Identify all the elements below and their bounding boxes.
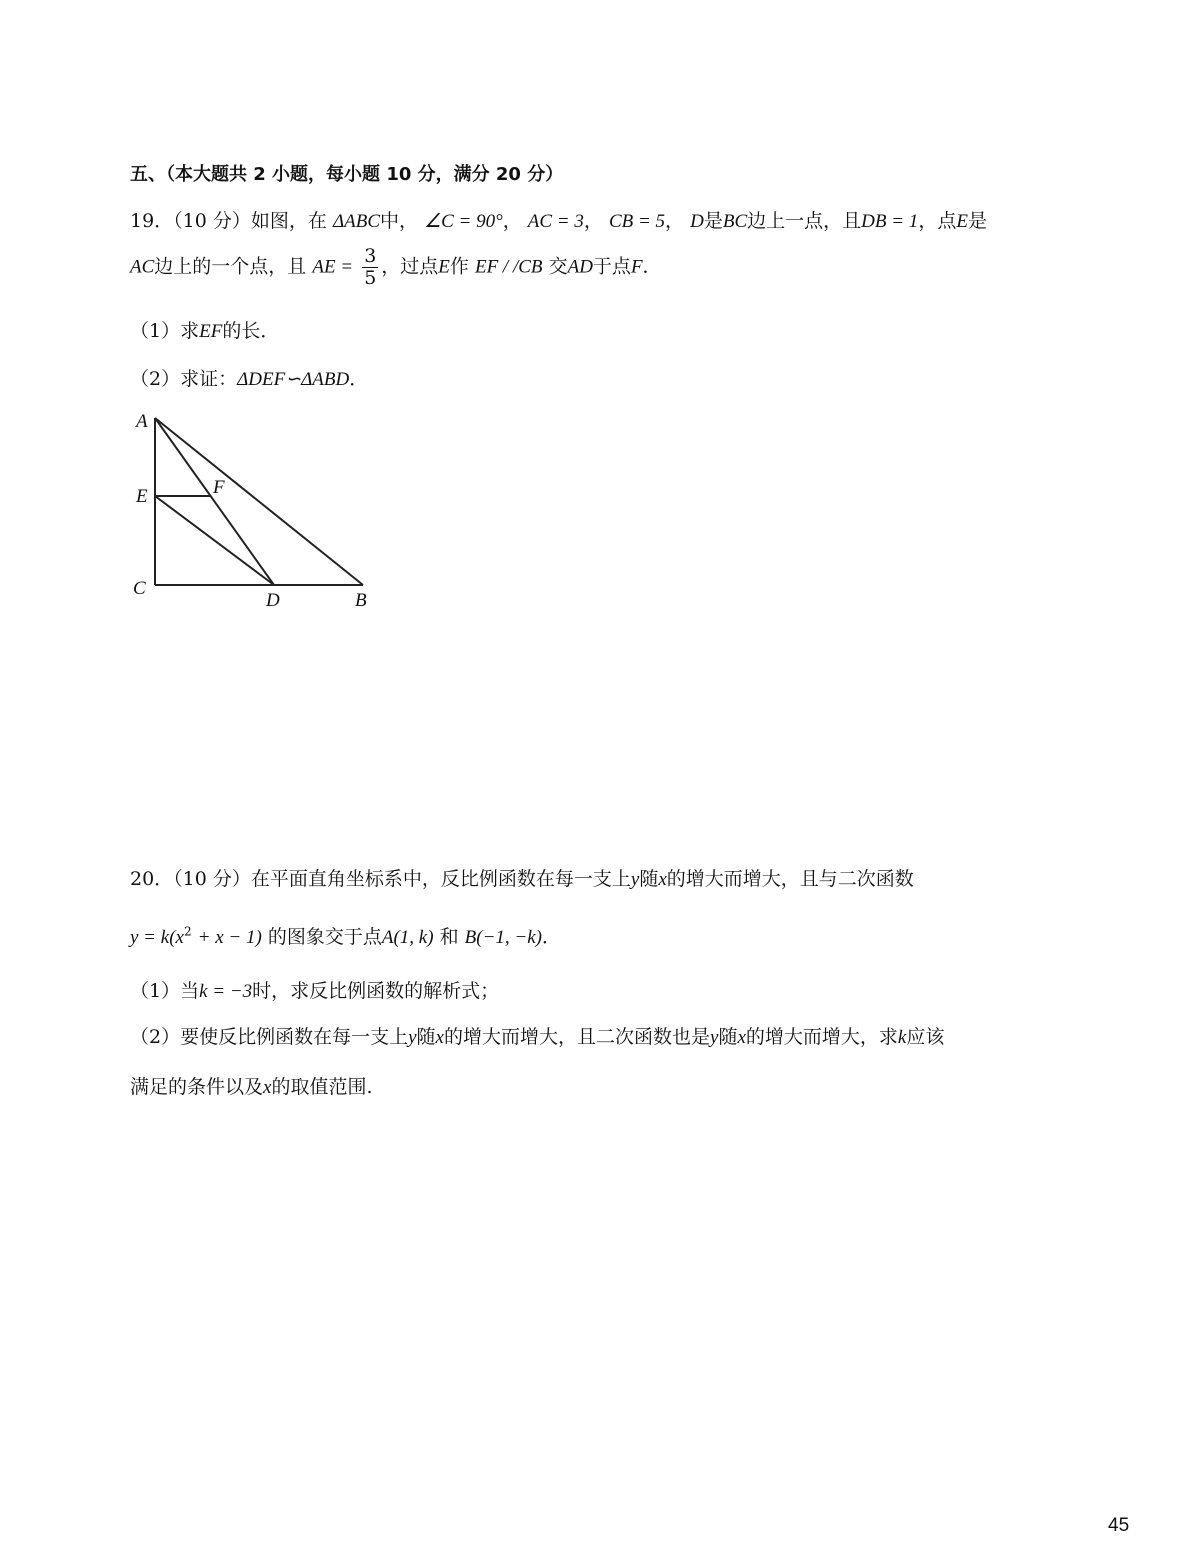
section-title: 五、（本大题共 2 小题，每小题 10 分，满分 20 分） [130, 164, 564, 185]
page-number: 45 [1108, 1515, 1130, 1536]
q20-part-2-cont: 满足的条件以及x的取值范围. [130, 1076, 373, 1098]
q20-part-2: （2）要使反比例函数在每一支上y随x的增大而增大，且二次函数也是y随x的增大而增大，求k应该 [130, 1026, 945, 1048]
segment-ad [155, 418, 274, 585]
label-e: E [136, 486, 148, 507]
q19-line-2: AC边上的一个点，且 AE = $\frac{3}{5}$ ，过点E作 EF / /CB 交AD于点F． [130, 245, 662, 289]
fraction-three-fifths: $\frac{3}{5}$ [364, 245, 377, 289]
triangle-figure [125, 408, 385, 618]
q20-line-1: 20．（10 分）在平面直角坐标系中，反比例函数在每一支上y随x的增大而增大，且与二次函数 [130, 868, 914, 890]
segment-ab [155, 418, 363, 585]
label-a: A [136, 411, 148, 432]
label-b: B [355, 590, 367, 611]
q19-part-2: （2）求证：ΔDEF∽ΔABD． [130, 368, 369, 390]
q19-part-1: （1）求EF的长． [130, 320, 280, 342]
label-f: F [213, 477, 225, 498]
q20-line-2: $y = k(x^2 + x - 1)$ 的图象交于点A(1, k) 和 B(−1, −k)． [130, 924, 562, 948]
q19-line-1: 19．（10 分）如图，在 ΔABC中， ∠C = 90°， AC = 3， CB = 5， D是BC边上一点，且DB = 1，点E是 [130, 210, 987, 232]
segment-ed [155, 496, 274, 585]
q20-part-1: （1）当k = −3时，求反比例函数的解析式； [130, 980, 500, 1002]
label-c: C [133, 578, 146, 599]
label-d: D [266, 590, 280, 611]
